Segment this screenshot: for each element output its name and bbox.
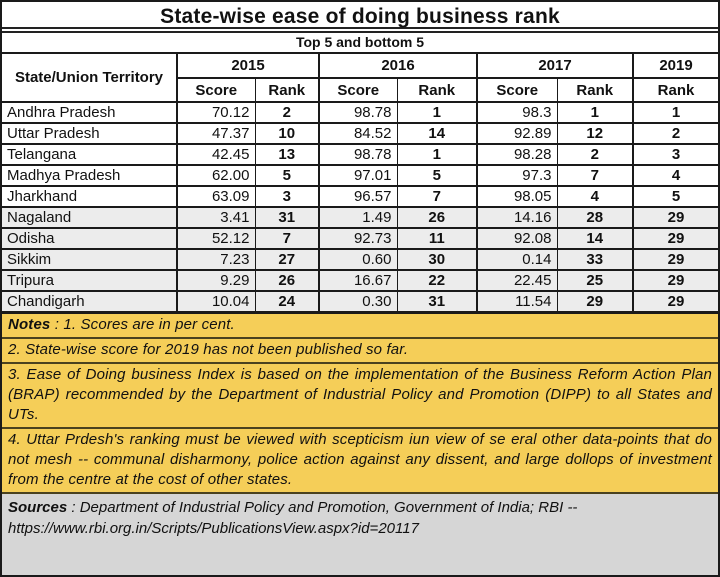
rank-cell: 2 (557, 144, 633, 165)
score-cell: 98.3 (477, 102, 557, 123)
state-cell: Tripura (2, 270, 177, 291)
note-item: 2. State-wise score for 2019 has not been published so far. (2, 339, 718, 364)
state-cell: Telangana (2, 144, 177, 165)
state-cell: Madhya Pradesh (2, 165, 177, 186)
score-cell: 63.09 (177, 186, 255, 207)
table-header (2, 54, 718, 102)
score-cell: 42.45 (177, 144, 255, 165)
rank-cell: 22 (397, 270, 477, 291)
rank-cell: 7 (557, 165, 633, 186)
rank-cell: 27 (255, 249, 319, 270)
rank-cell: 5 (633, 186, 718, 207)
rank-cell: 3 (255, 186, 319, 207)
score-cell: 47.37 (177, 123, 255, 144)
table-row (2, 123, 718, 144)
rank-cell: 4 (557, 186, 633, 207)
note-item: 4. Uttar Prdesh's ranking must be viewed with scepticism iun view of se eral other data-points that do not mesh -- communal disharmony, police action against any dissent, and large dollops of investment from the centre at the cost of other states. (2, 429, 718, 494)
state-cell: Odisha (2, 228, 177, 249)
rank-cell: 1 (397, 144, 477, 165)
subheader-rank-2017: Rank (557, 78, 633, 102)
sources-text: : Department of Industrial Policy and Promotion, Government of India; RBI -- (67, 498, 578, 516)
score-cell: 11.54 (477, 291, 557, 312)
state-cell: Sikkim (2, 249, 177, 270)
notes-section (2, 314, 718, 494)
subheader-score-2015: Score (177, 78, 255, 102)
score-cell: 97.3 (477, 165, 557, 186)
score-cell: 52.12 (177, 228, 255, 249)
note-item: Notes : 1. Scores are in per cent. (2, 314, 718, 339)
rank-cell: 28 (557, 207, 633, 228)
rank-cell: 29 (633, 228, 718, 249)
table-row (2, 249, 718, 270)
sources-label: Sources (8, 498, 68, 516)
rank-cell: 14 (557, 228, 633, 249)
subheader-rank-2015: Rank (255, 78, 319, 102)
rank-cell: 5 (397, 165, 477, 186)
rank-cell: 26 (255, 270, 319, 291)
score-cell: 98.28 (477, 144, 557, 165)
score-cell: 9.29 (177, 270, 255, 291)
rank-cell: 2 (255, 102, 319, 123)
ease-of-doing-business-table (2, 54, 718, 314)
score-cell: 1.49 (319, 207, 397, 228)
sources-section (2, 494, 718, 576)
rank-cell: 3 (633, 144, 718, 165)
state-cell: Uttar Pradesh (2, 123, 177, 144)
state-cell: Nagaland (2, 207, 177, 228)
rank-cell: 29 (557, 291, 633, 312)
score-cell: 0.60 (319, 249, 397, 270)
table-row (2, 144, 718, 165)
column-header-2017: 2017 (477, 54, 633, 78)
rank-cell: 7 (255, 228, 319, 249)
score-cell: 98.78 (319, 144, 397, 165)
table-body (2, 102, 718, 312)
rank-cell: 2 (633, 123, 718, 144)
score-cell: 0.30 (319, 291, 397, 312)
rank-cell: 29 (633, 249, 718, 270)
rank-cell: 25 (557, 270, 633, 291)
rank-cell: 29 (633, 291, 718, 312)
table-row (2, 291, 718, 312)
score-cell: 92.08 (477, 228, 557, 249)
score-cell: 22.45 (477, 270, 557, 291)
score-cell: 16.67 (319, 270, 397, 291)
column-header-state: State/Union Territory (2, 54, 177, 102)
column-header-2019: 2019 (633, 54, 718, 78)
score-cell: 96.57 (319, 186, 397, 207)
figure-title: State-wise ease of doing business rank (2, 2, 718, 33)
score-cell: 70.12 (177, 102, 255, 123)
rank-cell: 5 (255, 165, 319, 186)
subheader-rank-2019: Rank (633, 78, 718, 102)
score-cell: 98.05 (477, 186, 557, 207)
table-row (2, 186, 718, 207)
rank-cell: 14 (397, 123, 477, 144)
rank-cell: 12 (557, 123, 633, 144)
state-cell: Jharkhand (2, 186, 177, 207)
score-cell: 97.01 (319, 165, 397, 186)
rank-cell: 26 (397, 207, 477, 228)
column-header-2015: 2015 (177, 54, 319, 78)
rank-cell: 7 (397, 186, 477, 207)
score-cell: 92.73 (319, 228, 397, 249)
table-row (2, 228, 718, 249)
rank-cell: 29 (633, 270, 718, 291)
score-cell: 84.52 (319, 123, 397, 144)
score-cell: 92.89 (477, 123, 557, 144)
rank-cell: 10 (255, 123, 319, 144)
rank-cell: 33 (557, 249, 633, 270)
score-cell: 10.04 (177, 291, 255, 312)
score-cell: 7.23 (177, 249, 255, 270)
subheader-rank-2016: Rank (397, 78, 477, 102)
score-cell: 0.14 (477, 249, 557, 270)
rank-cell: 4 (633, 165, 718, 186)
table-row (2, 270, 718, 291)
rank-cell: 31 (397, 291, 477, 312)
rank-cell: 1 (633, 102, 718, 123)
rank-cell: 24 (255, 291, 319, 312)
rank-cell: 31 (255, 207, 319, 228)
score-cell: 62.00 (177, 165, 255, 186)
note-label: Notes (8, 315, 51, 333)
sources-url: https://www.rbi.org.in/Scripts/PublicationsView.aspx?id=20117 (8, 519, 419, 537)
rank-cell: 30 (397, 249, 477, 270)
year-header-row (2, 54, 718, 78)
table-row (2, 207, 718, 228)
subheader-score-2016: Score (319, 78, 397, 102)
score-cell: 3.41 (177, 207, 255, 228)
rank-cell: 13 (255, 144, 319, 165)
table-row (2, 165, 718, 186)
rank-cell: 29 (633, 207, 718, 228)
rank-cell: 1 (397, 102, 477, 123)
figure-subtitle: Top 5 and bottom 5 (2, 33, 718, 54)
state-cell: Chandigarh (2, 291, 177, 312)
rank-cell: 1 (557, 102, 633, 123)
column-header-2016: 2016 (319, 54, 477, 78)
subheader-score-2017: Score (477, 78, 557, 102)
note-item: 3. Ease of Doing business Index is based on the implementation of the Business Reform Action Plan (BRAP) recommended by the Department of Industrial Policy and Promotion (DIPP) to all States and UTs. (2, 364, 718, 429)
rank-cell: 11 (397, 228, 477, 249)
score-cell: 14.16 (477, 207, 557, 228)
table-row (2, 102, 718, 123)
score-cell: 98.78 (319, 102, 397, 123)
state-cell: Andhra Pradesh (2, 102, 177, 123)
